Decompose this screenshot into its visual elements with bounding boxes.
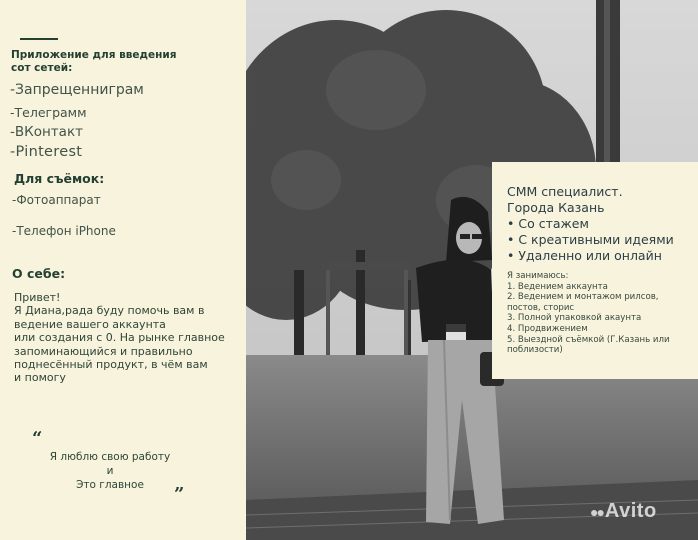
card-bullet: • Удаленно или онлайн <box>507 248 662 263</box>
card-title-line2: Города Казань <box>507 200 605 215</box>
avito-dots-icon: ●● <box>590 504 603 520</box>
about-line: Привет! <box>14 291 61 304</box>
shoot-heading: Для съёмок: <box>14 171 105 186</box>
about-heading: О себе: <box>12 266 66 281</box>
equipment-item-1: -Фотоаппарат <box>12 193 101 207</box>
service-item: поблизости) <box>507 345 563 356</box>
app-item-2: -Телеграмм <box>10 105 87 120</box>
app-item-4: -Pinterest <box>10 144 83 160</box>
equipment-item-2: -Телефон iPhone <box>12 224 116 238</box>
services-list <box>507 282 698 356</box>
about-text <box>14 291 249 385</box>
about-line: ведение вашего аккаунта <box>14 317 166 331</box>
service-item: 3. Полной упаковкой акаунта <box>507 313 642 324</box>
about-line: Я Диана,рада буду помочь вам в <box>14 304 205 318</box>
apps-heading-line1: Приложение для введения <box>11 49 177 61</box>
quote-line: и <box>106 465 114 477</box>
service-item: 1. Ведением аккаунта <box>507 281 608 292</box>
quote-close-mark: ” <box>174 484 185 505</box>
app-item-1: -Запрещенниграм <box>10 82 144 98</box>
service-item: 4. Продвижением <box>507 323 588 334</box>
avito-watermark-text: Avito <box>604 500 657 522</box>
app-item-3: -ВКонтакт <box>10 124 83 140</box>
avito-watermark <box>590 500 657 523</box>
apps-heading <box>11 49 201 75</box>
quote-text <box>30 450 190 492</box>
service-item: постов, сторис <box>507 302 575 313</box>
about-line: поднесённый продукт, в чём вам <box>14 358 208 372</box>
card-bullet: • Со стажем <box>507 216 589 231</box>
quote-line: Это главное <box>76 479 144 491</box>
about-line: запоминающийся и правильно <box>14 344 193 358</box>
accent-divider <box>20 38 58 40</box>
info-card <box>492 162 698 379</box>
about-line: или создания с 0. На рынке главное <box>14 331 225 345</box>
card-sub-heading: Я занимаюсь: <box>507 271 569 281</box>
about-line: и помогу <box>14 371 66 385</box>
service-item: 5. Выездной съёмкой (Г.Казань или <box>507 334 670 345</box>
apps-heading-line2: сот сетей: <box>11 62 73 74</box>
quote-line: Я люблю свою работу <box>49 451 171 463</box>
card-title-line1: СММ специалист. <box>507 184 623 199</box>
quote-open-mark: “ <box>32 428 43 449</box>
card-bullet: • С креативными идеями <box>507 232 674 247</box>
service-item: 2. Ведением и монтажом рилсов, <box>507 292 659 303</box>
